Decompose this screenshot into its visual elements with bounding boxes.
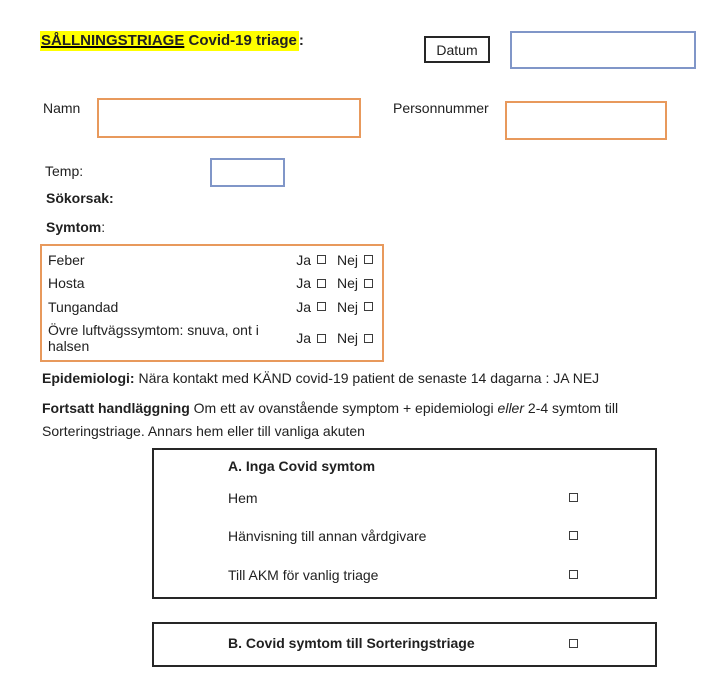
symptom-table xyxy=(40,244,384,362)
fortsatt-line-1: Fortsatt handläggning Om ett av ovanstående symptom + epidemiologi eller 2-4 symtom till xyxy=(42,400,619,416)
title-suffix: : xyxy=(298,32,304,49)
epidemiologi-text: Epidemiologi: Nära kontakt med KÄND covid-19 patient de senaste 14 dagarna : JA NEJ xyxy=(42,370,600,386)
nej-checkbox[interactable] xyxy=(364,279,373,288)
personnummer-label: Personnummer xyxy=(393,100,489,116)
ja-nej-group xyxy=(296,330,373,346)
ja-label: Ja xyxy=(296,330,311,347)
title-highlighted-part: Covid-19 triage xyxy=(184,32,297,49)
namn-input-field[interactable] xyxy=(97,98,361,138)
namn-label: Namn xyxy=(43,100,81,116)
fortsatt-label: Fortsatt handläggning xyxy=(42,400,190,416)
nej-label: Nej xyxy=(336,330,358,347)
sokorsak-label: Sökorsak: xyxy=(46,190,114,206)
symptom-row-ovre-luftvagssymtom xyxy=(48,322,373,354)
till-akm-checkbox[interactable] xyxy=(569,570,578,579)
box-b-covid-symtom xyxy=(152,622,657,667)
nej-checkbox[interactable] xyxy=(364,334,373,343)
title-underlined-part: SÅLLNINGSTRIAGE xyxy=(41,32,185,49)
symptom-label: Tungandad xyxy=(48,298,119,315)
ja-nej-group xyxy=(296,299,373,315)
fortsatt-line-2: Sorteringstriage. Annars hem eller till vanliga akuten xyxy=(42,423,365,439)
temp-input-field[interactable] xyxy=(210,158,285,187)
symptom-row-feber xyxy=(48,252,373,268)
ja-nej-group xyxy=(296,252,373,268)
box-a-title: A. Inga Covid symtom xyxy=(228,458,376,474)
symptom-label: Hosta xyxy=(48,275,85,292)
ja-label: Ja xyxy=(296,251,311,268)
datum-label-box xyxy=(424,36,490,63)
datum-label: Datum xyxy=(436,41,478,58)
epidemiologi-label: Epidemiologi: xyxy=(42,370,135,386)
ja-label: Ja xyxy=(296,275,311,292)
nej-label: Nej xyxy=(336,251,358,268)
ja-checkbox[interactable] xyxy=(317,302,326,311)
box-b-title: B. Covid symtom till Sorteringstriage xyxy=(228,635,475,651)
hanvisning-checkbox[interactable] xyxy=(569,531,578,540)
ja-checkbox[interactable] xyxy=(317,255,326,264)
symptom-label: Feber xyxy=(48,251,85,268)
personnummer-input-field[interactable] xyxy=(505,101,667,140)
temp-label: Temp: xyxy=(45,163,84,179)
ja-checkbox[interactable] xyxy=(317,334,326,343)
symptom-label: Övre luftvägssymtom: snuva, ont i halsen xyxy=(48,322,259,355)
page-title xyxy=(40,32,304,49)
ja-label: Ja xyxy=(296,298,311,315)
datum-input-field[interactable] xyxy=(510,31,696,69)
box-a-item-till-akm: Till AKM för vanlig triage xyxy=(228,567,379,583)
symtom-label: Symtom: xyxy=(46,219,106,235)
nej-label: Nej xyxy=(336,275,358,292)
box-a-item-hanvisning: Hänvisning till annan vårdgivare xyxy=(228,528,427,544)
box-a-inga-covid-symtom xyxy=(152,448,657,599)
sorteringstriage-checkbox[interactable] xyxy=(569,639,578,648)
hem-checkbox[interactable] xyxy=(569,493,578,502)
nej-label: Nej xyxy=(336,298,358,315)
symptom-row-hosta xyxy=(48,275,373,291)
box-a-item-hem: Hem xyxy=(228,490,258,506)
symptom-row-tungandad xyxy=(48,299,373,315)
nej-checkbox[interactable] xyxy=(364,302,373,311)
ja-checkbox[interactable] xyxy=(317,279,326,288)
title-highlight xyxy=(40,31,299,51)
fortsatt-handlaggning-text xyxy=(42,397,662,443)
nej-checkbox[interactable] xyxy=(364,255,373,264)
ja-nej-group xyxy=(296,275,373,291)
